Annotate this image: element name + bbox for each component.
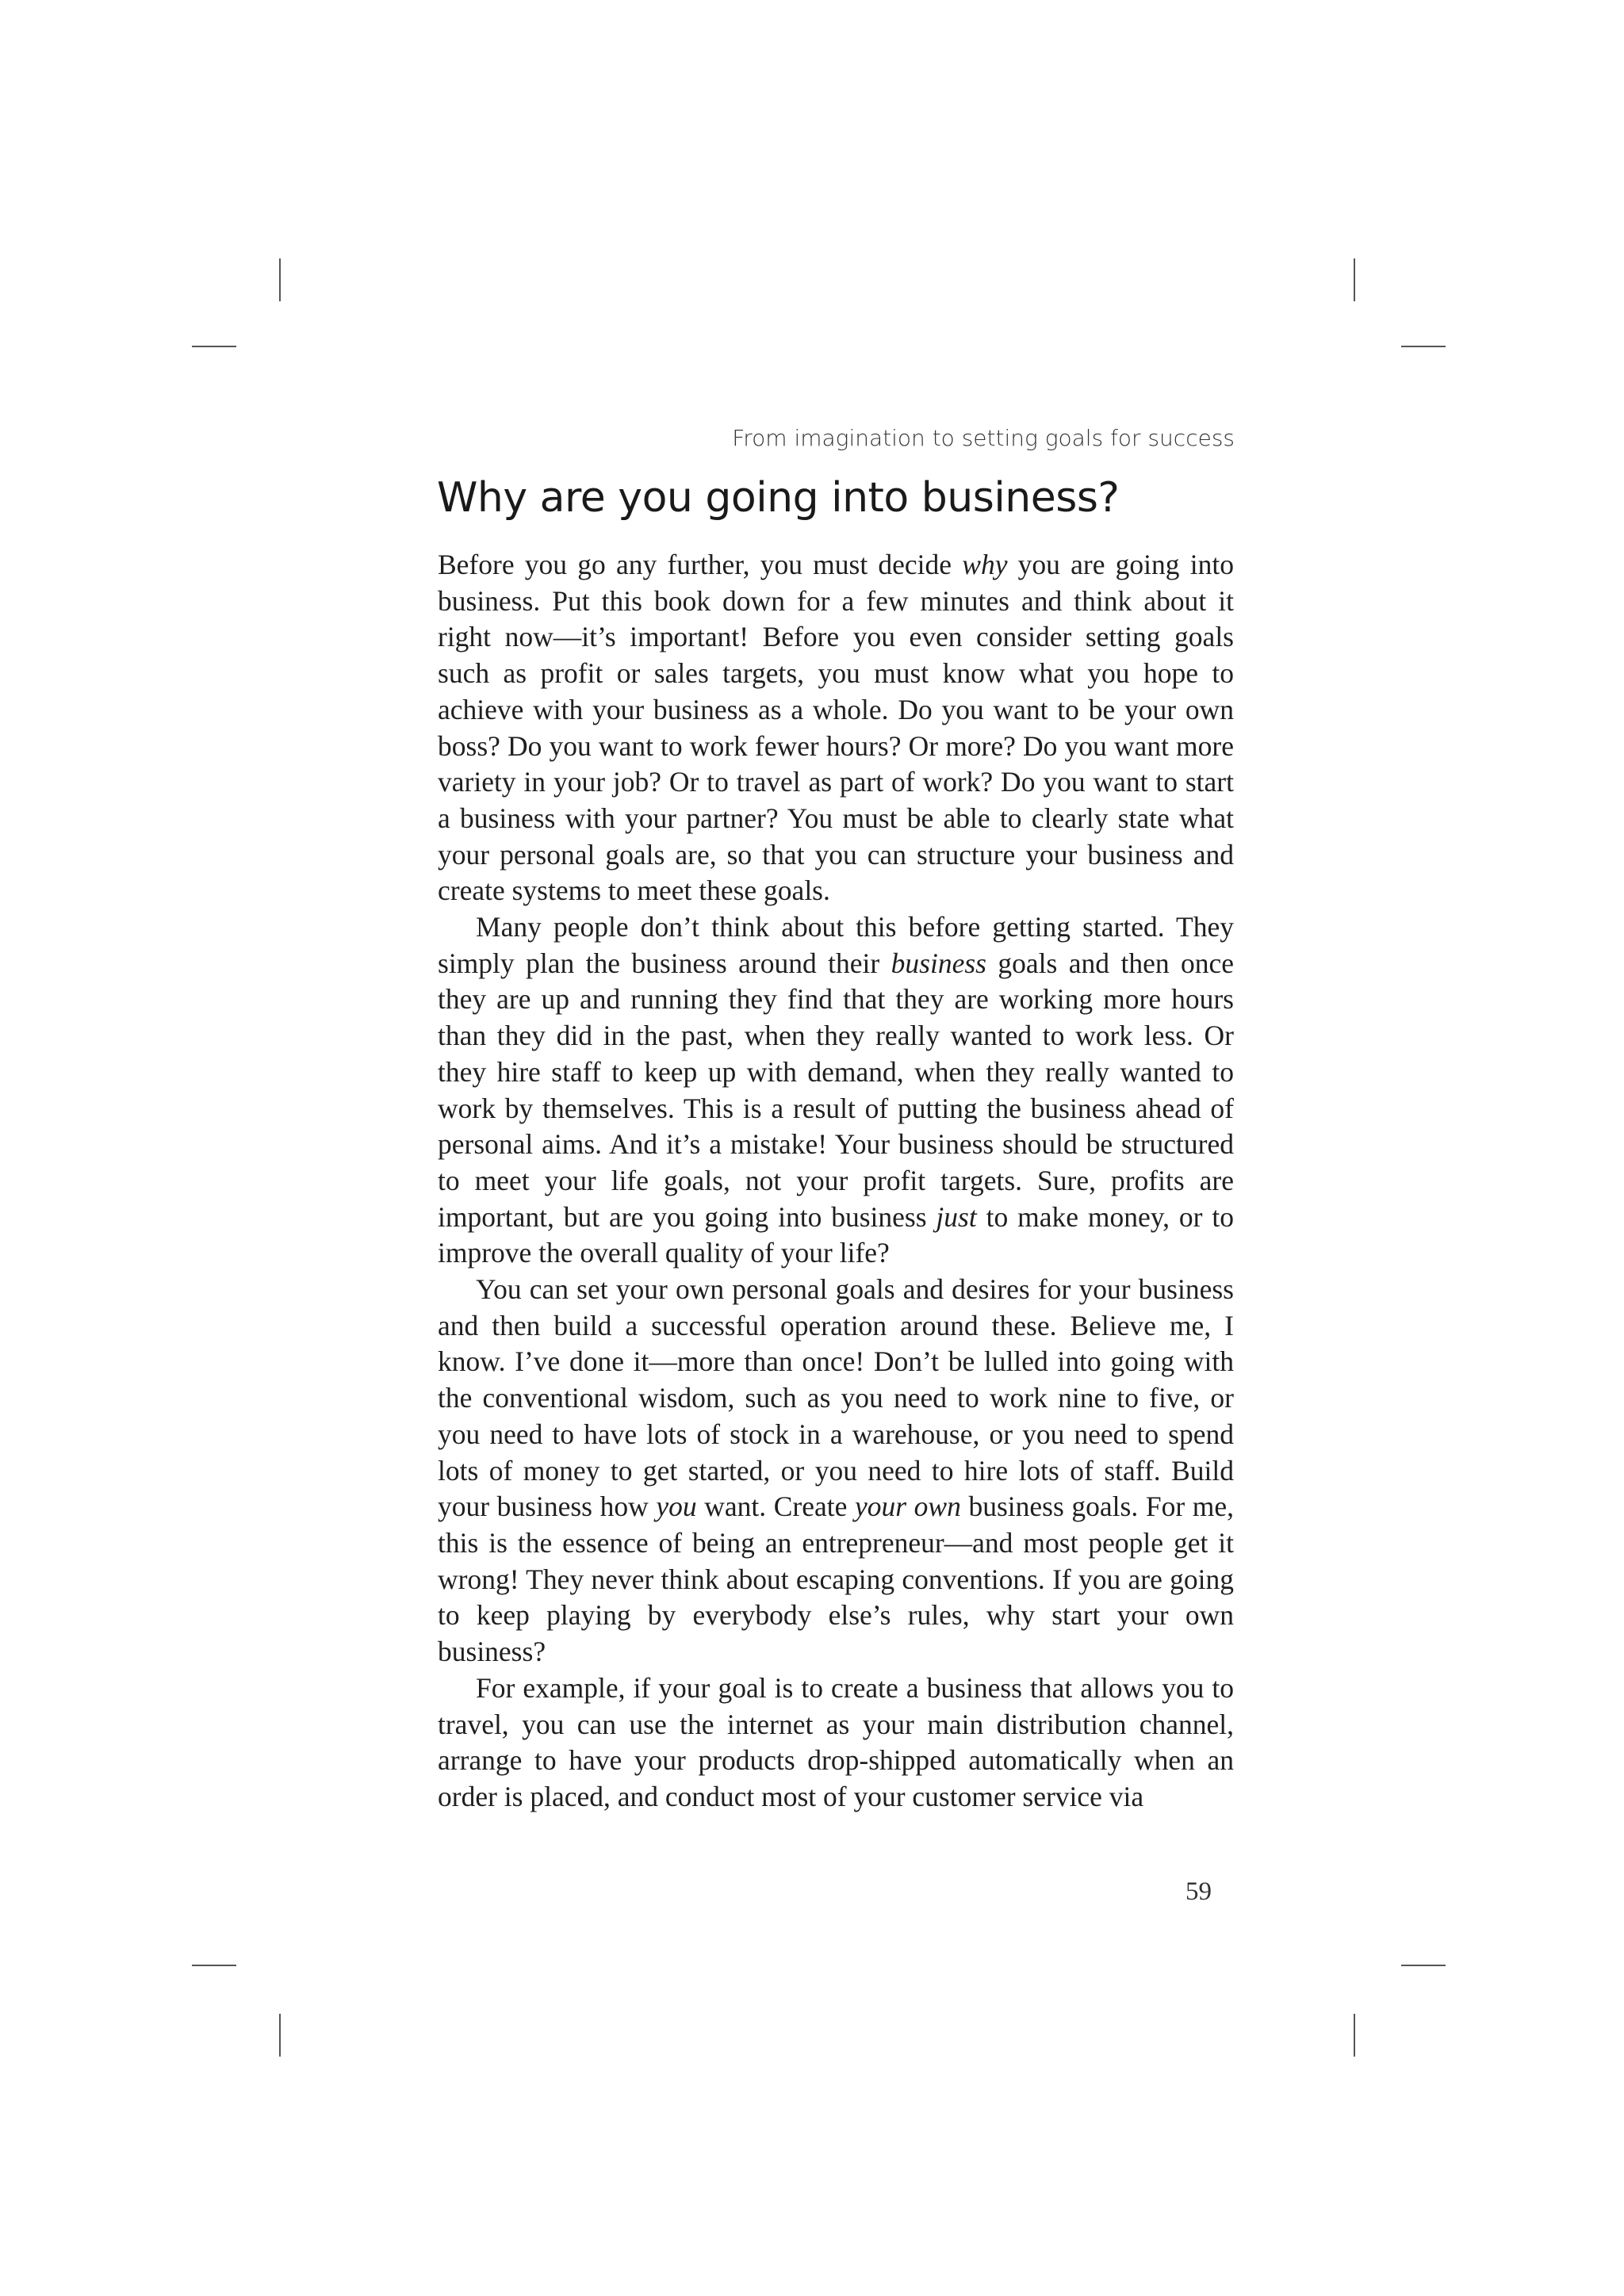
crop-mark-bottom-right-horizontal (1401, 1965, 1446, 1966)
emphasis-text: just (936, 1200, 977, 1233)
emphasis-text: your own (855, 1490, 961, 1523)
page-number: 59 (1185, 1877, 1212, 1906)
crop-mark-bottom-left-horizontal (192, 1965, 236, 1966)
crop-mark-top-left-vertical (279, 258, 281, 301)
text-run: to make money, or to improve the overall quality of your life? (438, 1200, 1234, 1269)
paragraph (438, 1272, 1234, 1670)
paragraph (438, 909, 1234, 1272)
crop-mark-top-right-vertical (1354, 258, 1355, 301)
text-run: You can set your own personal goals and desires for your business and then build a successful operation around these. Believe me, I know. I’ve done it—more than once! Don’t be lulled into going with the conventional wisdom, such as you need to work nine to five, or you need to have lots of stock in a warehouse, or you need to spend lots of money to get started, or you need to hire lots of staff. Build your business how (438, 1273, 1234, 1523)
text-run: Many people don’t think about this before getting started. They simply plan the business around their (438, 911, 1234, 979)
paragraph (438, 1670, 1234, 1816)
text-run: business goals. For me, this is the essence of being an entrepreneur—and most people get it wrong! They never think about escaping conventions. If you are going to keep playing by everybody else’s rules, why start your own business? (438, 1490, 1235, 1668)
crop-mark-top-right-horizontal (1401, 346, 1446, 347)
text-run: goals and then once they are up and running they find that they are working more hours than they did in the past, when they really wanted to work less. Or they hire staff to keep up with demand, when they really wanted to work by themselves. This is a result of putting the business ahead of personal aims. And it’s a mistake! Your business should be structured to meet your life goals, not your profit targets. Sure, profits are important, but are you going into business (438, 947, 1235, 1233)
section-heading: Why are you going into business? (437, 474, 1120, 522)
text-run: For example, if your goal is to create a business that allows you to travel, you can use the internet as your main distribution channel, arrange to have your products drop-shipped automatically when an order is placed, and conduct most of your customer service via (438, 1671, 1234, 1812)
text-run: want. Create (696, 1490, 855, 1523)
text-run: you are going into business. Put this book down for a few minutes and think about it right now—it’s important! Before you even consider setting goals such as profit or sales targets, you must know what you hope to achieve with your business as a whole. Do you want to be your own boss? Do you want to work fewer hours? Or more? Do you want more variety in your job? Or to travel as part of work? Do you want to start a business with your partner? You must be able to clearly state what your personal goals are, so that you can structure your business and create systems to meet these goals. (438, 549, 1234, 907)
crop-mark-top-left-horizontal (192, 346, 236, 347)
emphasis-text: why (962, 549, 1008, 580)
crop-mark-bottom-left-vertical (279, 2014, 281, 2057)
running-head: From imagination to setting goals for success (732, 425, 1235, 451)
emphasis-text: you (656, 1490, 697, 1523)
paragraph (438, 547, 1234, 909)
emphasis-text: business (891, 947, 986, 979)
body-text (438, 547, 1234, 1816)
text-run: Before you go any further, you must decide (438, 549, 963, 580)
crop-mark-bottom-right-vertical (1354, 2014, 1355, 2057)
